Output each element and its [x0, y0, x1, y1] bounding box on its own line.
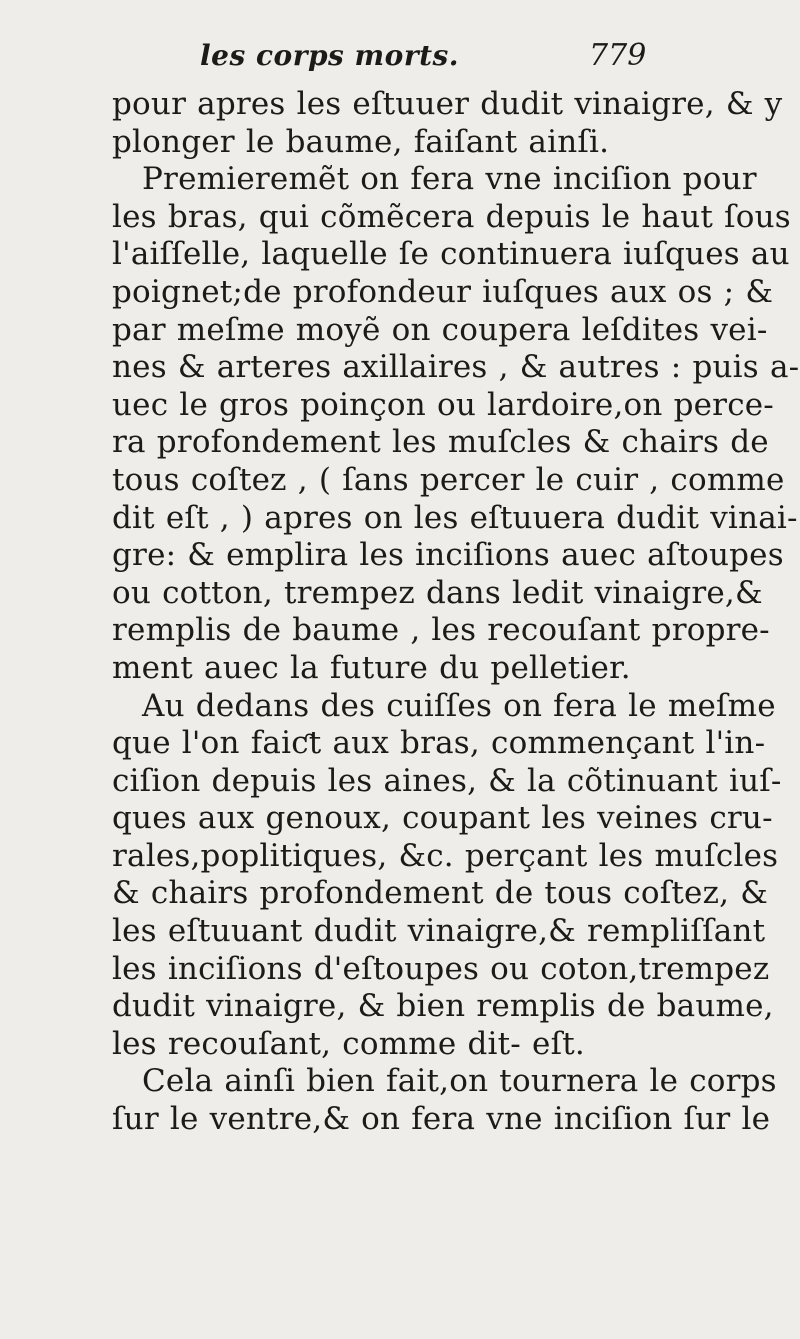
body-text — [112, 86, 800, 1139]
text-line: nes & arteres axillaires , & autres : puis a- — [112, 349, 800, 386]
text-line: tous coſtez , ( ſans percer le cuir , comme — [112, 461, 785, 498]
text-line: Premieremẽt on fera vne inciſion pour — [142, 161, 757, 198]
text-line: ciſion depuis les aines, & la cõtinuant iuſ- — [112, 762, 782, 799]
text-line: dit eſt , ) apres on les eſtuuera dudit vinai- — [112, 499, 798, 536]
text-line: ques aux genoux, coupant les veines cru- — [112, 800, 773, 837]
text-line: & chairs profondement de tous coſtez, & — [112, 875, 769, 912]
text-line: Cela ainſi bien fait,on tournera le corps — [142, 1063, 777, 1100]
text-line: ſur le ventre,& on fera vne inciſion ſur le — [112, 1101, 771, 1138]
running-head: les corps morts. — [200, 39, 460, 72]
page-header — [112, 38, 740, 86]
text-line: ou cotton, trempez dans ledit vinaigre,& — [112, 574, 763, 611]
text-line: les eſtuuant dudit vinaigre,& rempliſſant — [112, 913, 766, 950]
text-line: remplis de baume , les recouſant propre- — [112, 612, 770, 649]
text-line: gre: & emplira les inciſions auec aſtoupes — [112, 537, 784, 574]
text-line: pour apres les eſtuuer dudit vinaigre, & y — [112, 86, 783, 122]
text-line: plonger le baume, faiſant ainſi. — [112, 123, 610, 160]
text-line: rales,poplitiques, &c. perçant les muſcles — [112, 837, 779, 874]
text-line: l'aiſſelle, laquelle ſe continuera iuſques au — [112, 236, 790, 273]
text-line: dudit vinaigre, & bien remplis de baume, — [112, 988, 774, 1025]
text-line: les inciſions d'eſtoupes ou coton,trempez — [112, 950, 770, 987]
text-line: Au dedans des cuiſſes on fera le meſme — [142, 687, 776, 724]
text-line: par meſme moyẽ on coupera leſdites vei- — [112, 311, 768, 348]
text-line: poignet;de profondeur iuſques aux os ; & — [112, 273, 774, 310]
text-line: que l'on faiƈt aux bras, commençant l'in- — [112, 725, 766, 762]
text-line: les recouſant, comme dit- eſt. — [112, 1025, 585, 1062]
text-line: ment auec la future du pelletier. — [112, 649, 631, 686]
page-number: 779 — [589, 38, 647, 73]
text-line: ra profondement les muſcles & chairs de — [112, 424, 769, 461]
text-line: uec le gros poinçon ou lardoire,on perce- — [112, 386, 774, 423]
text-line: les bras, qui cõmẽcera depuis le haut ſous — [112, 198, 791, 235]
